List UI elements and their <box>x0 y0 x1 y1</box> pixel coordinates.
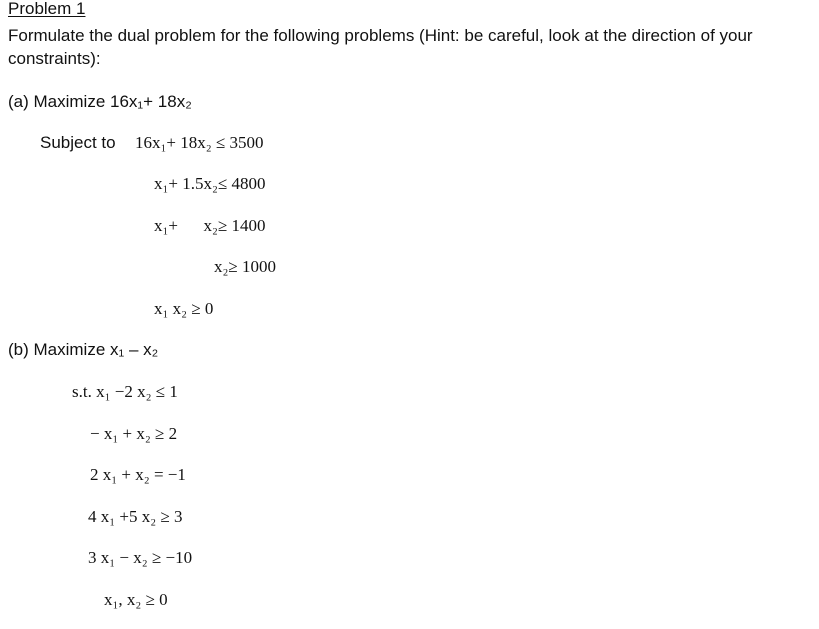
part-b-constraint-4: 4 x₁ +5 x₂ ≥ 3 <box>88 507 183 526</box>
part-b-nonnegativity: x₁, x₂ ≥ 0 <box>104 590 168 609</box>
part-a-nonnegativity: x₁ x₂ ≥ 0 <box>154 299 214 318</box>
part-a-constraint-4: x₂≥ 1000 <box>214 257 277 276</box>
part-a-constraint-1: 16x₁+ 18x₂ ≤ 3500 <box>135 133 264 152</box>
part-a-subject-to: Subject to <box>40 133 116 152</box>
part-a-constraint-2: x₁+ 1.5x₂≤ 4800 <box>154 174 266 193</box>
part-b-constraint-5: 3 x₁ − x₂ ≥ −10 <box>88 548 193 567</box>
part-b-constraint-2: − x₁ + x₂ ≥ 2 <box>90 424 178 443</box>
problem-title: Problem 1 <box>8 0 86 18</box>
part-b-constraint-1: s.t. x₁ −2 x₂ ≤ 1 <box>72 382 178 401</box>
part-b-heading: (b) Maximize x₁ – x₂ <box>8 340 159 359</box>
part-a-constraint-3: x₁+ x₂≥ 1400 <box>154 216 266 235</box>
problem-instruction: Formulate the dual problem for the following problems (Hint: be careful, look at the direction of your constraints): <box>8 26 753 68</box>
part-b-constraint-3: 2 x₁ + x₂ = −1 <box>90 465 186 484</box>
part-a-heading: (a) Maximize 16x₁+ 18x₂ <box>8 92 192 111</box>
